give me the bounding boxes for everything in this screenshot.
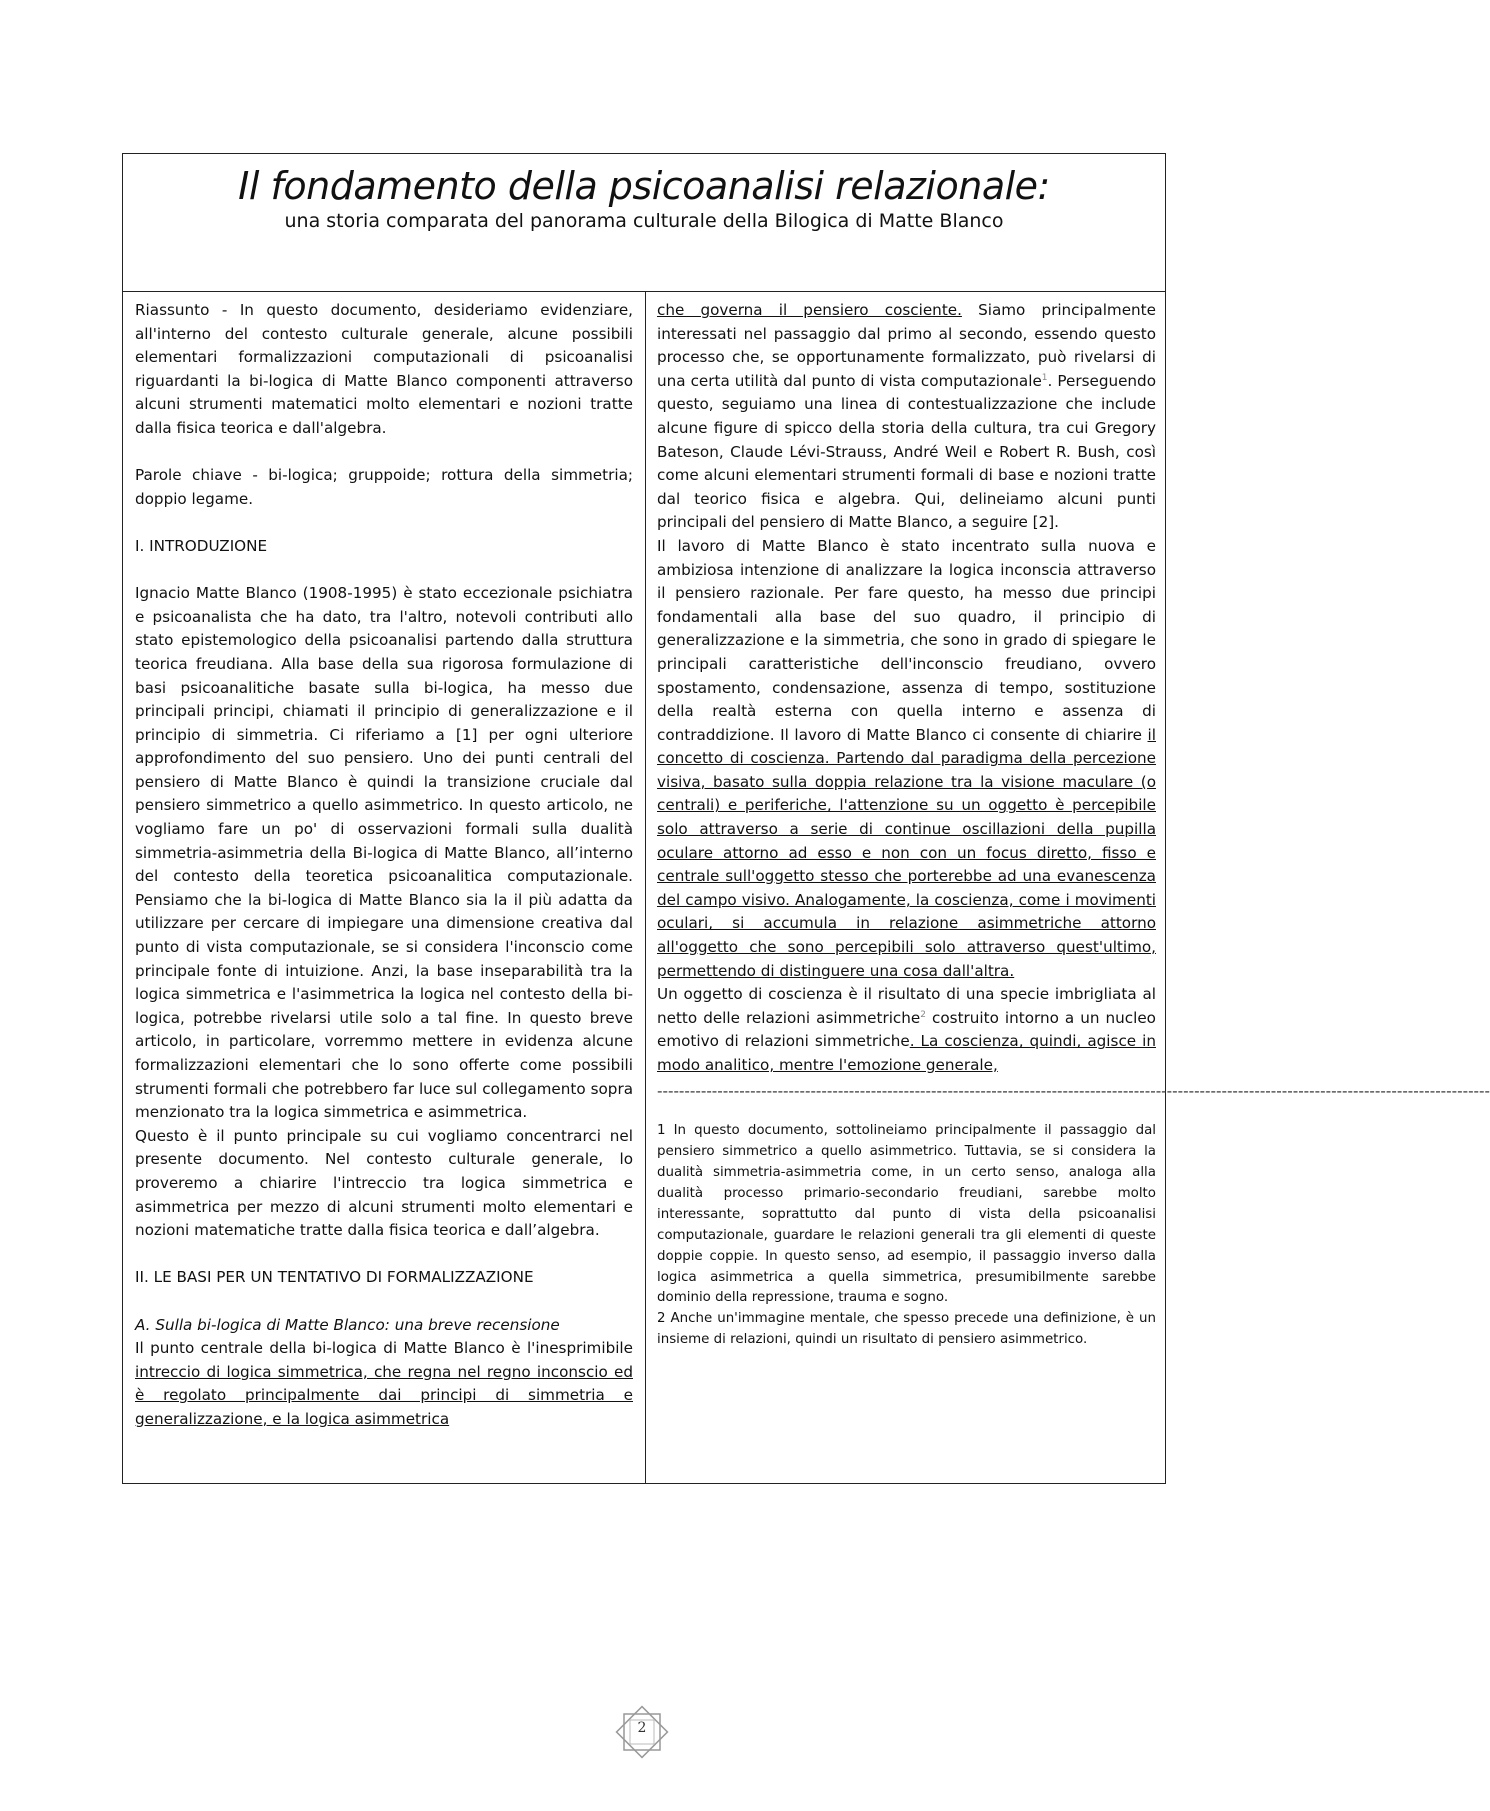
keywords: Parole chiave - bi-logica; gruppoide; rottura della simmetria; doppio legame. [135,466,633,508]
right-paragraph-2 [657,535,1156,983]
right-column [657,299,1490,1351]
footnote-2: 2 Anche un'immagine mentale, che spesso precede una definizione, è un insieme di relazioni, quindi un risultato di pensiero asimmetrico. [657,1311,1156,1348]
abstract: Riassunto - In questo documento, desideriamo evidenziare, all'interno del contesto culturale generale, alcune possibili elementari formalizzazioni computazionali di psicoanalisi riguardanti la bi-logica di Matte Blanco componenti attraverso alcuni strumenti matematici molto elementari e nozioni tratte dalla fisica teorica e dall'algebra. [135,301,633,437]
underlined-text: il concetto di coscienza. Partendo dal paradigma della percezione visiva, basato sulla doppia relazione tra la visione maculare (o centrali) e periferiche, l'attenzione su un oggetto è percepibile solo attraverso a serie di continue oscillazioni della pupilla oculare attorno ad esso e non con un focus diretto, fisso e centrale sull'oggetto stesso che porterebbe ad una evanescenza del campo visivo. Analogamente, la coscienza, come i movimenti oculari, si accumula in relazione asimmetriche attorno all'oggetto che sono percepibili solo attraverso quest'ultimo, permettendo di distinguere una cosa dall'altra. [657,725,1156,980]
subsection-text: Il punto centrale della bi-logica di Matte Blanco è l'inesprimibile [135,1339,633,1358]
paragraph-text: Il lavoro di Matte Blanco è stato incentrato sulla nuova e ambiziosa intenzione di analizzare la logica inconscia attraverso il pensiero razionale. Per fare questo, ha messo due principi fondamentali alla base del suo quadro, il principio di generalizzazione e la simmetria, che sono in grado di spiegare le principali caratteristiche dell'inconscio freudiano, ovvero spostamento, condensazione, assenza di tempo, sostituzione della realtà esterna con quella interno e assenza di contraddizione. Il lavoro di Matte Blanco ci consente di chiarire [657,536,1156,744]
page-number-badge [610,1700,674,1764]
paragraph-text: Siamo principalmente interessati nel passaggio dal primo al secondo, essendo questo processo che, se opportunamente formalizzato, può rivelarsi di una certa utilità dal punto di vista computazionale [657,301,1156,390]
intro-paragraph-2: Questo è il punto principale su cui vogliamo concentrarci nel presente documento. Nel contesto culturale generale, lo proveremo a chiarire l'intreccio tra logica simmetrica e asimmetrica per mezzo di alcuni strumenti molto elementari e nozioni matematiche tratte dalla fisica teorica e dall’algebra. [135,1126,633,1240]
subsection-heading: A. Sulla bi-logica di Matte Blanco: una breve recensione [135,1315,560,1334]
title-block [123,154,1165,292]
continued-underlined-text: che governa il pensiero cosciente. [657,301,962,319]
subsection-paragraph [135,1337,633,1431]
right-paragraph-3 [657,983,1156,1077]
page-number: 2 [637,1720,647,1736]
paragraph-text: costruito intorno a un nucleo emotivo di relazioni simmetriche [657,1008,1156,1051]
column-divider [645,292,646,1483]
footnote-ref-1[interactable]: 1 [1041,372,1048,383]
footnote-1: 1 In questo documento, sottolineiamo principalmente il passaggio dal pensiero simmetrico a quello asimmetrico. Tuttavia, se si considera la dualità simmetria-asimmetria come, in un certo senso, analoga alla dualità processo primario-secondario freudiani, sarebbe molto interessante, soprattutto dal punto di vista della psicoanalisi computazionale, guardare le relazioni generali tra gli elementi di queste doppie coppie. In questo senso, ad esempio, il passaggio inverso dalla logica asimmetrica a quella simmetrica, presumibilmente sarebbe dominio della repressione, trauma e sogno. [657,1123,1156,1306]
left-column [135,299,633,1432]
page-title: Il fondamento della psicoanalisi relazionale: [238,164,1050,208]
article-frame [122,153,1490,1484]
footnote-separator: -------------------------------------------------------------------------------------------------------------------------------------------------------- [657,1081,1490,1100]
section-heading-introduction: I. INTRODUZIONE [135,536,268,555]
intro-paragraph: Ignacio Matte Blanco (1908-1995) è stato eccezionale psichiatra e psicoanalista che ha dato, tra l'altro, notevoli contributi allo stato epistemologico della psicoanalisi partendo dalla struttura teorica freudiana. Alla base della sua rigorosa formulazione di basi psicoanalitiche basate sulla bi-logica, ha messo due principali principi, chiamati il principio di generalizzazione e il principio di simmetria. Ci riferiamo a [1] per ogni ulteriore approfondimento del suo pensiero. Uno dei punti centrali del pensiero di Matte Blanco è quindi la transizione cruciale dal pensiero simmetrico a quello asimmetrico. In questo articolo, ne vogliamo fare un po' di osservazioni formali sulla dualità simmetria-asimmetria della Bi-logica di Matte Blanco, all’interno del contesto della teoretica psicoanalitica computazionale. Pensiamo che la bi-logica di Matte Blanco sia la il più adatta da utilizzare per cercare di impiegare una dimensione creativa dal punto di vista computazionale, se si considera l'inconscio come principale fonte di intuizione. Anzi, la base inseparabilità tra la logica simmetrica e l'asimmetrica la logica nel contesto della bi-logica, potrebbe rivelarsi utile solo a tal fine. In questo breve articolo, in particolare, vorremmo mettere in evidenza alcune formalizzazioni elementari che lo sono offerte come possibili strumenti formali che potrebbero far luce sul collegamento sopra menzionato tra la logica simmetrica e asimmetrica. [135,584,633,1122]
page-subtitle: una storia comparata del panorama culturale della Bilogica di Matte Blanco [284,210,1004,232]
subsection-underlined-text: intreccio di logica simmetrica, che regna nel regno inconscio ed è regolato principalmente dai principi di simmetria e generalizzazione, e la logica asimmetrica [135,1362,633,1428]
underlined-text: . La coscienza, quindi, agisce in modo analitico, mentre l'emozione generale, [657,1032,1156,1074]
paragraph-text: Un oggetto di coscienza è il risultato di una specie imbrigliata al netto delle relazioni asimmetriche [657,985,1156,1027]
section-heading-formalization: II. LE BASI PER UN TENTATIVO DI FORMALIZZAZIONE [135,1268,534,1287]
right-paragraph-1 [657,299,1156,535]
paragraph-text: . Perseguendo questo, seguiamo una linea di contestualizzazione che include alcune figure di spicco della storia della cultura, tra cui Gregory Bateson, Claude Lévi-Strauss, André Weil e Robert R. Bush, così come alcuni elementari strumenti formali di base e nozioni tratte dal teorico fisica e algebra. Qui, delineiamo alcuni punti principali del pensiero di Matte Blanco, a seguire [2]. [657,371,1156,532]
footnote-ref-2[interactable]: 2 [920,1009,926,1020]
